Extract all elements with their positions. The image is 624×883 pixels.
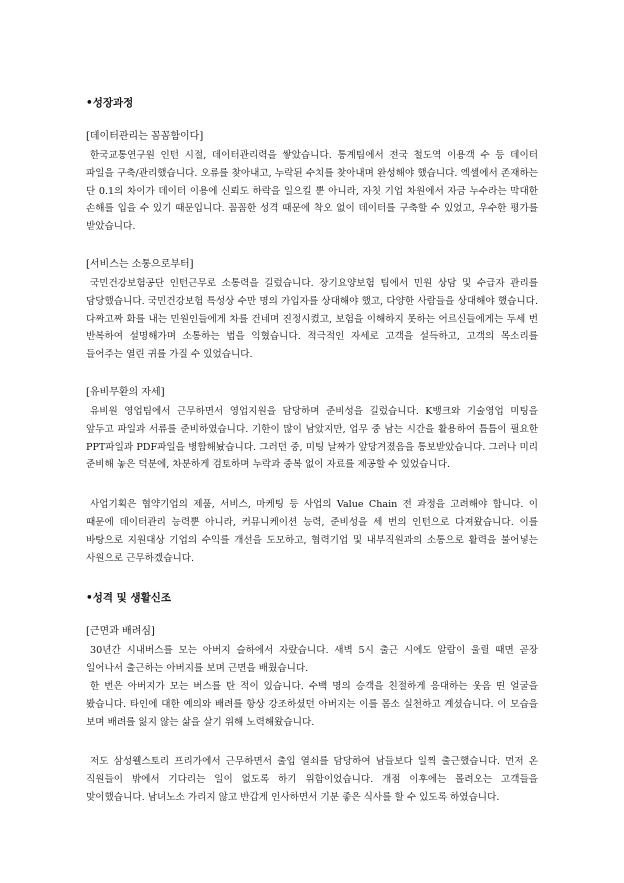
paragraph-diligence-2: 한 번은 아버지가 모는 버스를 탄 적이 있습니다. 수백 명의 승객을 친절하게 응대하는 웃음 띤 얼굴을 봤습니다. 타인에 대한 예의와 배려를 항상 강조하셨던 아버지는 이를 몸소 실천하고 계셨습니다. 이 모습을 보며 배려를 잃지 않는 삶을 살기 위해 노력해왔습니다.	[86, 680, 538, 728]
subheading-service-communication: [서비스는 소통으로부터]	[86, 258, 194, 270]
subheading-preparedness: [유비무환의 자세]	[86, 386, 165, 398]
paragraph-data-management: 한국교통연구원 인턴 시절, 데이터관리력을 쌓았습니다. 통계팀에서 전국 철도역 이용객 수 등 데이터 파일을 구축/관리했습니다. 오류를 찾아내고, 누락된 수치를 찾아내며 완성해야 했습니다. 엑셀에서 존재하는 단 0.1의 차이가 데이터 이용에 신뢰도 하락을 일으킬 뿐 아니라, 자칫 기업 차원에서 자금 누수라는 막대한 손해를 입을 수 있기 때문입니다. 꼼꼼한 성격 때문에 착오 없이 데이터를 구축할 수 있었고, 우수한 평가를 받았습니다.	[86, 150, 538, 233]
paragraph-diligence-1: 30년간 시내버스를 모는 아버지 슬하에서 자랐습니다. 새벽 5시 출근 시에도 알람이 울릴 때면 곧장 일어나서 출근하는 아버지를 보며 근면을 배웠습니다.	[86, 645, 538, 675]
paragraph-business-planning: 사업기획은 협약기업의 제품, 서비스, 마케팅 등 사업의 Value Chain 전 과정을 고려해야 합니다. 이 때문에 데이터관리 능력뿐 아니라, 커뮤니케이션 능력, 준비성을 세 번의 인턴으로 다져왔습니다. 이를 바탕으로 지원대상 기업의 수익를 개선을 도모하고, 협력기업 및 내부직원과의 소통으로 활력을 불어넣는 사원으로 근무하겠습니다.	[86, 499, 538, 564]
paragraph-service-communication: 국민건강보험공단 인턴근무로 소통력을 길렀습니다. 장기요양보험 팀에서 민원 상담 및 수급자 관리를 담당했습니다. 국민건강보험 특성상 수만 명의 가입자를 상대해야 했고, 다양한 사람들을 상대해야 했습니다. 다짜고짜 화를 내는 민원인들에게 차를 건네며 진정시켰고, 보험을 이해하지 못하는 어르신들에게는 두세 번 반복하여 설명해가며 소통하는 법을 익혔습니다. 적극적인 자세로 고객을 설득하고, 고객의 목소리를 들어주는 열린 귀를 가질 수 있었습니다.	[86, 277, 538, 361]
section-title-personality: •성격 및 생활신조	[86, 592, 172, 605]
paragraph-samsung-welstory: 저도 삼성웰스토리 프리가에서 근무하면서 출입 열쇠를 담당하여 남들보다 일찍 출근했습니다. 먼저 온 직원들이 밖에서 기다리는 일이 없도록 하기 위함이었습니다. 개점 이후에는 몰려오는 고객들을 맞이했습니다. 남녀노소 가리지 않고 반갑게 인사하면서 기분 좋은 식사를 할 수 있도록 하였습니다.	[86, 756, 538, 803]
subheading-diligence-consideration: [근면과 배려심]	[86, 626, 155, 638]
document-page	[86, 96, 538, 829]
section-title-growth: •성장과정	[86, 97, 134, 109]
subheading-data-management: [데이터관리는 꼼꼼함이다]	[86, 131, 204, 142]
paragraph-preparedness: 유비원 영업팀에서 근무하면서 영업지원을 담당하며 준비성을 길렀습니다. K뱅크와 기술영업 미팅을 앞두고 파일과 서류를 준비하였습니다. 기한이 많이 남았지만, 업무 중 남는 시간을 활용하여 틈틈이 필요한 PPT파일과 PDF파일을 병합해놨습니다. 그러던 중, 미팅 날짜가 앞당겨졌음을 통보받았습니다. 그러나 미리 준비해 놓은 덕분에, 차분하게 검토하며 누락과 중복 없이 자료를 제공할 수 있었습니다.	[86, 405, 538, 471]
